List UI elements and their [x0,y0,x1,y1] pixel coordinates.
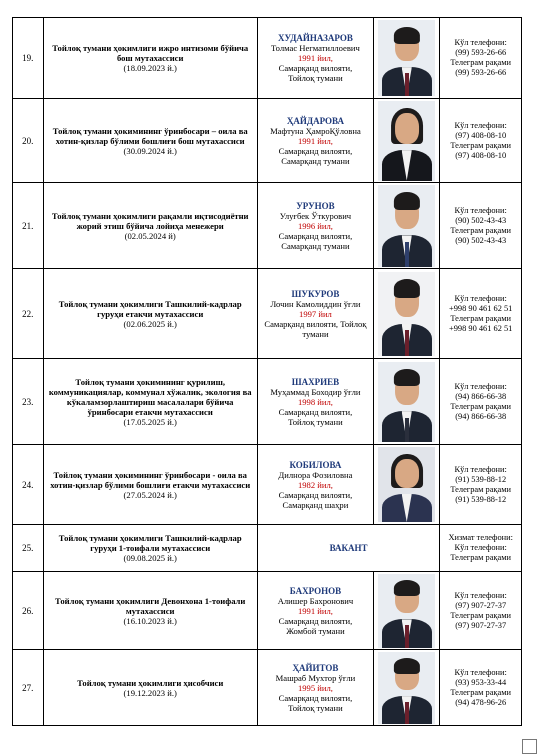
contact-line: Телеграм рақами [450,553,511,562]
full-name: Лочин Камолиддин ўғли [270,298,361,309]
row-number: 26. [13,572,44,650]
surname: БАХРОНОВ [289,585,342,596]
birth-district: Тойлоқ тумани [288,416,343,427]
photo-cell [374,445,440,525]
person-cell [257,359,373,445]
contact-line: (99) 593-26-66 [455,48,507,57]
birth-region: Самарқанд вилояти, [278,63,353,73]
row-number: 27. [13,650,44,726]
contact-line: (93) 953-33-44 [455,677,507,687]
appointment-date: (16.10.2023 й.) [123,615,177,626]
position-cell [43,445,257,525]
contact-cell [440,359,522,445]
surname: ХУДАЙНАЗАРОВ [278,33,353,43]
person-cell [257,183,373,269]
position-cell [43,99,257,183]
person-photo [378,185,435,267]
surname: КОБИЛОВА [289,459,342,470]
page-corner-checkbox [522,739,537,754]
birth-region: Самарқанд вилояти, [278,145,353,156]
contact-cell [440,572,522,650]
contact-line: +998 90 461 62 51 [449,303,513,313]
staff-table [12,17,522,726]
person-photo [378,101,435,181]
person-cell [257,572,373,650]
contact-line: (94) 866-66-38 [455,391,507,401]
person-photo [378,652,435,724]
contact-line: (97) 408-08-10 [455,150,507,160]
birth-region: Самарқанд вилояти, [278,692,353,703]
contact-line: (97) 907-27-37 [455,600,507,610]
contact-line: Кўл телефони: [454,381,507,391]
contact-line: Телеграм рақами [450,484,511,494]
vacant-label: ВАКАНТ [329,543,368,553]
contact-line: (94) 866-66-38 [455,411,507,421]
contact-cell [440,445,522,525]
birth-year: 1991 йил, [297,605,333,616]
contact-line: Кўл телефони: [454,205,507,215]
contact-line: Хизмат телефони: [448,533,513,542]
contact-cell [440,18,522,99]
position-cell [43,269,257,359]
photo-cell [374,183,440,269]
full-name: Дилнора Фозиловна [278,469,353,480]
appointment-date: (02.05.2024 й) [124,230,176,241]
contact-line: (97) 907-27-37 [455,620,507,630]
birth-region: Самарқанд вилояти, Тойлоқ [264,318,367,329]
full-name: Муҳаммад Боходир ўғли [270,386,361,397]
birth-district: Тойлоқ тумани [288,73,343,83]
position-title: Тойлоқ тумани ҳокимлиги ижро интизоми бўйича бош мутахассиси [52,43,249,63]
appointment-date: (17.05.2025 й.) [123,416,177,427]
table-row [13,18,522,99]
birth-region: Самарқанд вилояти, [278,230,353,241]
table-row [13,525,522,572]
table-row [13,572,522,650]
position-title: Тойлоқ тумани ҳокимининг қурилиш, коммуникациялар, коммунал хўжалик, экология ва кўкаламзорлаштириш масалалари бўйича ўринбосари етакчи мутахассиси [48,376,252,417]
person-photo [378,447,435,522]
position-title: Тойлоқ тумани ҳокимлиги рақамли иқтисодиётни жорий этиш бўйича лойиҳа менежери [51,210,249,231]
contact-line: Телеграм рақами [450,610,511,620]
surname: ШАХРИЕВ [291,376,340,387]
table-row [13,445,522,525]
contact-line: Телеграм рақами [450,140,511,150]
full-name: Толмас Негматиллоевич [271,43,360,53]
contact-line: Кўл телефони: [454,293,507,303]
person-cell [257,18,373,99]
contact-line: (90) 502-43-43 [455,235,507,245]
table-row [13,269,522,359]
row-number: 24. [13,445,44,525]
birth-region: Самарқанд вилояти, [278,489,353,500]
birth-district: Тойлоқ тумани [288,702,343,713]
contact-line: +998 90 461 62 51 [449,323,513,333]
contact-line: (90) 502-43-43 [455,215,507,225]
contact-line: Телеграм рақами [450,687,511,697]
row-number: 23. [13,359,44,445]
birth-district: тумани [302,328,329,339]
contact-line: Кўл телефони: [454,667,507,677]
birth-district: Самарқанд тумани [281,240,350,251]
appointment-date: (09.08.2025 й.) [123,553,177,563]
contact-line: Кўл телефони: [454,120,507,130]
person-cell [257,269,373,359]
appointment-date: (27.05.2024 й.) [123,489,177,500]
person-cell [257,650,373,726]
position-cell [43,18,257,99]
position-title: Тойлоқ тумани ҳокимлиги Ташкилий-кадрлар гуруҳи етакчи мутахассиси [58,298,242,319]
person-photo [378,574,435,648]
contact-line: (91) 539-88-12 [455,494,507,504]
surname: ҲАЙДАРОВА [286,115,344,126]
person-photo [378,272,435,356]
surname: ШУКУРОВ [291,288,340,299]
photo-cell [374,18,440,99]
birth-year: 1995 йил, [297,682,333,693]
birth-district: Самарқанд тумани [281,155,350,166]
full-name: Алишер Бахронович [277,595,354,606]
person-cell [257,525,440,572]
birth-year: 1991 йил, [297,135,333,146]
contact-line: (91) 539-88-12 [455,474,507,484]
person-photo [378,20,435,96]
photo-cell [374,650,440,726]
birth-region: Самарқанд вилояти, [278,406,353,417]
contact-cell [440,650,522,726]
position-title: Тойлоқ тумани ҳокимлиги ҳисобчиси [77,677,224,688]
row-number: 22. [13,269,44,359]
table-row [13,650,522,726]
contact-cell [440,269,522,359]
full-name: Мафтуна ҲамроҚўловна [270,125,361,136]
person-cell [257,445,373,525]
birth-region: Самарқанд вилояти, [278,615,353,626]
appointment-date: (18.09.2023 й.) [123,63,177,73]
birth-district: Самарқанд шаҳри [282,499,349,510]
position-title: Тойлоқ тумани ҳокимлиги Ташкилий-кадрлар гуруҳи 1-тоифали мутахассиси [58,533,242,553]
table-row [13,359,522,445]
contact-line: (99) 593-26-66 [455,68,507,77]
person-cell [257,99,373,183]
contact-line: Кўл телефони: [454,543,507,552]
contact-line: Кўл телефони: [454,590,507,600]
contact-line: Кўл телефони: [454,464,507,474]
appointment-date: (30.09.2024 й.) [123,145,177,156]
photo-cell [374,359,440,445]
contact-line: Телеграм рақами [450,225,511,235]
birth-year: 1996 йил, [297,220,333,231]
birth-year: 1998 йил, [297,396,333,407]
position-title: Тойлоқ тумани ҳокимининг ўринбосари - оила ва хотин-қизлар бўлими бошлиғи етакчи мутахассиси [50,469,251,490]
photo-cell [374,572,440,650]
birth-year: 1982 йил, [297,479,333,490]
position-cell [43,183,257,269]
position-cell [43,650,257,726]
appointment-date: (19.12.2023 й.) [123,687,177,698]
contact-line: Кўл телефони: [454,38,507,47]
contact-line: Телеграм рақами [450,401,511,411]
surname: УРУНОВ [296,200,335,211]
birth-year: 1997 йил [299,308,332,319]
person-photo [378,362,435,442]
position-cell [43,525,257,572]
birth-year: 1991 йил, [297,53,333,63]
contact-line: Телеграм рақами [450,58,511,67]
row-number: 19. [13,18,44,99]
contact-line: Телеграм рақами [450,313,511,323]
position-title: Тойлоқ тумани ҳокимининг ўринбосари – оила ва хотин-қизлар бўлими бошлиғи бош мутахассиси [52,125,248,146]
photo-cell [374,99,440,183]
birth-district: Жомбой тумани [286,625,345,636]
table-row [13,183,522,269]
contact-cell [440,99,522,183]
row-number: 20. [13,99,44,183]
contact-line: (97) 408-08-10 [455,130,507,140]
full-name: Машраб Мухтор ўғли [275,672,356,683]
table-row [13,99,522,183]
photo-cell [374,269,440,359]
position-title: Тойлоқ тумани ҳокимлиги Девонхона 1-тоифали мутахассиси [55,595,246,616]
contact-line: (94) 478-96-26 [455,697,507,707]
position-cell [43,359,257,445]
full-name: Улуғбек Ўткурович [279,210,352,221]
contact-cell [440,183,522,269]
appointment-date: (02.06.2025 й.) [123,318,177,329]
row-number: 25. [13,525,44,572]
surname: ҲАЙИТОВ [292,662,339,673]
position-cell [43,572,257,650]
row-number: 21. [13,183,44,269]
contact-cell [440,525,522,572]
